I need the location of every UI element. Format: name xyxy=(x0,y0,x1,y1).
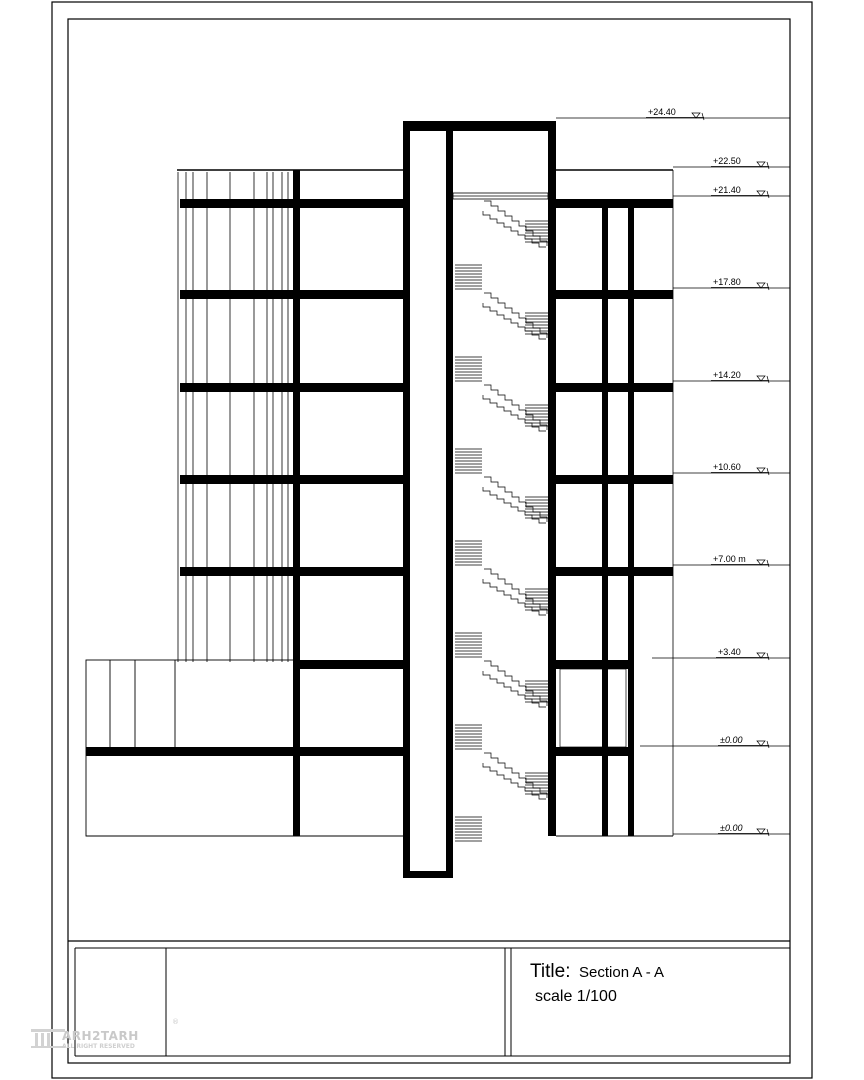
level-marker xyxy=(673,277,790,290)
level-marker xyxy=(673,823,790,836)
level-marker xyxy=(673,554,790,567)
core-left-wall xyxy=(403,121,410,878)
building-section xyxy=(86,121,673,878)
level-label: +7.00 m xyxy=(713,554,746,564)
level-label: +14.20 xyxy=(713,370,741,380)
right-wing xyxy=(556,170,673,836)
watermark-registered: ® xyxy=(172,1018,179,1026)
left-floor-slabs xyxy=(86,199,404,756)
drawing-scale: scale 1/100 xyxy=(535,988,617,1005)
level-label: ±0.00 xyxy=(720,823,743,833)
level-label: ±0.00 xyxy=(720,735,743,745)
watermark-tagline: ALL RIGHT RESERVED xyxy=(62,1043,135,1050)
sheet-outer-border xyxy=(52,2,812,1078)
level-marker xyxy=(640,735,790,748)
watermark-logo xyxy=(31,1018,179,1050)
stair-core xyxy=(403,121,556,878)
title-prefix: Title: xyxy=(530,961,571,982)
level-marker xyxy=(673,156,790,169)
level-label: +22.50 xyxy=(713,156,741,166)
core-bottom xyxy=(403,871,453,878)
level-label: +3.40 xyxy=(718,647,741,657)
level-marker xyxy=(673,185,790,198)
level-label: +10.60 xyxy=(713,462,741,472)
left-facade-lines xyxy=(178,172,288,662)
stair-flights xyxy=(455,201,548,841)
stair-right-wall xyxy=(548,121,556,836)
left-main-column xyxy=(293,170,300,836)
level-label: +21.40 xyxy=(713,185,741,195)
level-marker xyxy=(673,370,790,383)
level-label: +17.80 xyxy=(713,277,741,287)
watermark-name: ARH2TARH xyxy=(62,1029,139,1043)
right-floor-slabs xyxy=(556,199,673,756)
core-roof-slab xyxy=(403,121,556,131)
level-label: +24.40 xyxy=(648,107,676,117)
core-right-wall xyxy=(446,121,453,878)
drawing-title: Section A - A xyxy=(579,964,665,981)
level-marker xyxy=(556,107,790,120)
sheet-inner-border xyxy=(68,19,790,1063)
level-marker xyxy=(673,462,790,475)
title-block xyxy=(68,941,790,1056)
columns-icon xyxy=(31,1029,65,1048)
